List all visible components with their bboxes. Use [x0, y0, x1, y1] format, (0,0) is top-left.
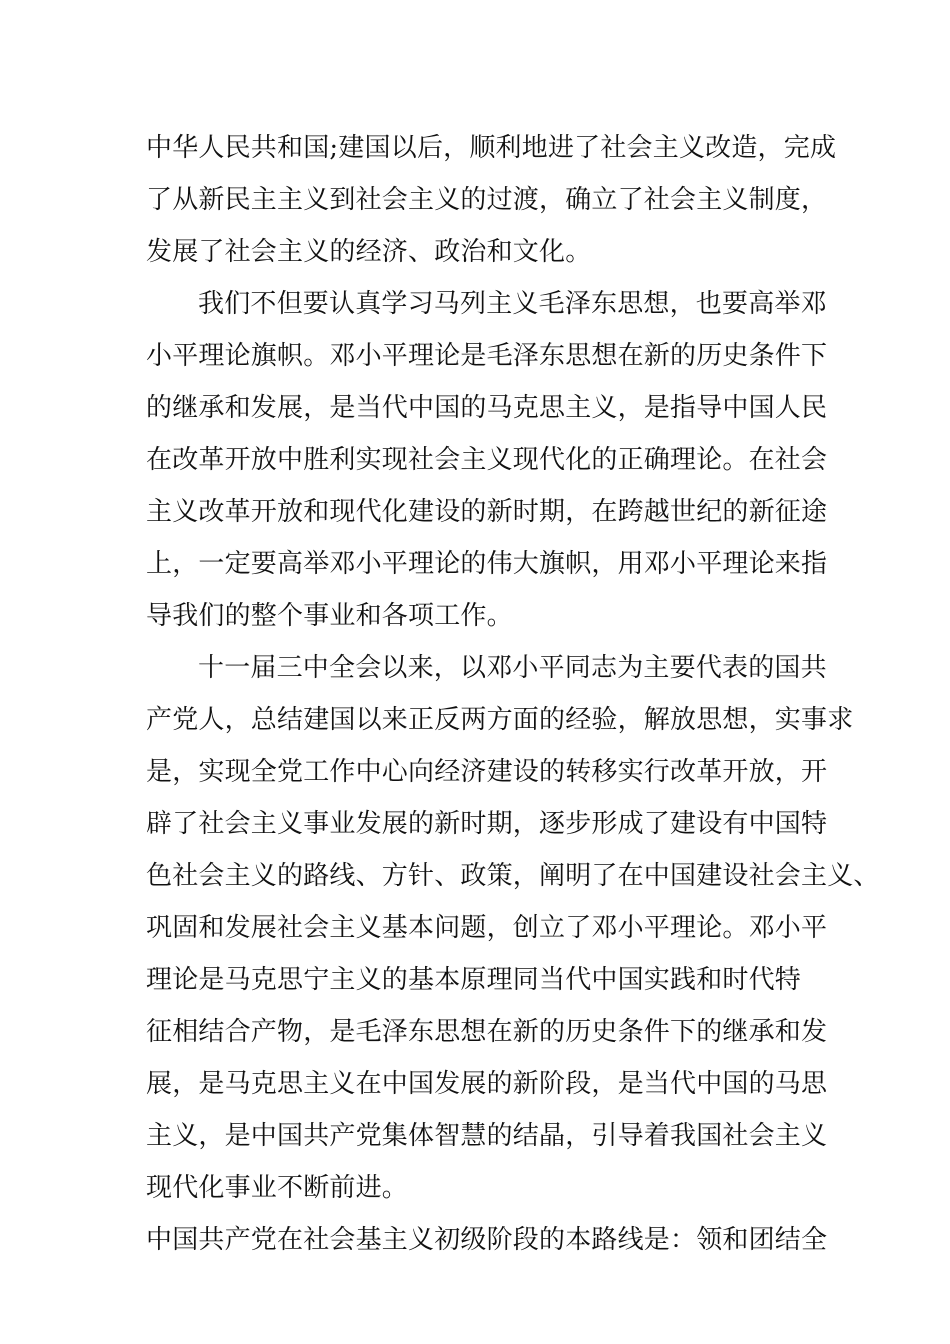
- text-line: 理论是马克思宁主义的基本原理同当代中国实践和时代特: [146, 965, 802, 995]
- text-line: 巩固和发展社会主义基本问题，创立了邓小平理论。邓小平: [146, 913, 828, 943]
- text-line: 了从新民主主义到社会主义的过渡，确立了社会主义制度，: [146, 185, 828, 215]
- text-line: 的继承和发展，是当代中国的马克思主义，是指导中国人民: [146, 393, 828, 423]
- text-line: 发展了社会主义的经济、政治和文化。: [146, 237, 592, 267]
- text-line: 展，是马克思主义在中国发展的新阶段，是当代中国的马思: [146, 1069, 828, 1099]
- text-line: 上，一定要高举邓小平理论的伟大旗帜，用邓小平理论来指: [146, 549, 828, 579]
- text-line: 主义改革开放和现代化建设的新时期，在跨越世纪的新征途: [146, 497, 828, 527]
- text-line: 色社会主义的路线、方针、政策，阐明了在中国建设社会主义、: [146, 861, 880, 891]
- text-line: 是，实现全党工作中心向经济建设的转移实行改革开放，开: [146, 757, 828, 787]
- text-line: 产党人，总结建国以来正反两方面的经验，解放思想，实事求: [146, 705, 854, 735]
- paragraph-line: 中国共产党在社会基主义初级阶段的本路线是：领和团结全: [146, 1225, 828, 1255]
- paragraph-first-line: 十一届三中全会以来，以邓小平同志为主要代表的国共: [198, 653, 827, 683]
- text-line: 中华人民共和国;建国以后，顺利地进了社会主义改造，完成: [146, 133, 837, 163]
- text-line: 辟了社会主义事业发展的新时期，逐步形成了建设有中国特: [146, 809, 828, 839]
- text-line: 现代化事业不断前进。: [146, 1173, 409, 1203]
- text-line: 主义，是中国共产党集体智慧的结晶，引导着我国社会主义: [146, 1121, 828, 1151]
- text-line: 小平理论旗帜。邓小平理论是毛泽东思想在新的历史条件下: [146, 341, 828, 371]
- text-line: 在改革开放中胜利实现社会主义现代化的正确理论。在社会: [146, 445, 828, 475]
- document-body-text: [146, 122, 880, 1266]
- paragraph-first-line: 我们不但要认真学习马列主义毛泽东思想，也要高举邓: [198, 289, 827, 319]
- text-line: 导我们的整个事业和各项工作。: [146, 601, 513, 631]
- text-line: 征相结合产物，是毛泽东思想在新的历史条件下的继承和发: [146, 1017, 828, 1047]
